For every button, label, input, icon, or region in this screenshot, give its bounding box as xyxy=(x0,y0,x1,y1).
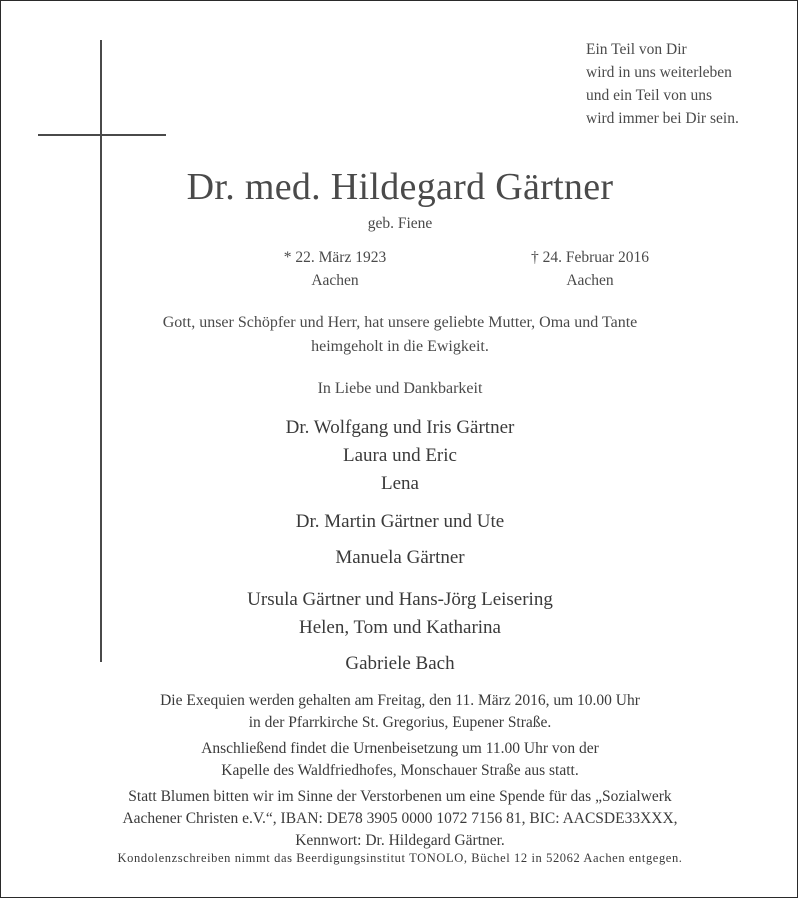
poem-line: wird in uns weiterleben xyxy=(586,64,732,81)
info-line: in der Pfarrkirche St. Gregorius, Eupener Straße. xyxy=(248,714,552,731)
mourner-group xyxy=(100,544,700,572)
info-line: Aachener Christen e.V.“, IBAN: DE78 3905 0000 1072 7156 81, BIC: AACSDE33XXX, xyxy=(122,810,678,827)
info-line: Anschließend findet die Urnenbeisetzung um 11.00 Uhr von der xyxy=(201,740,599,757)
info-line: Kapelle des Waldfriedhofes, Monschauer Straße aus statt. xyxy=(221,762,579,779)
birth-info xyxy=(250,246,420,292)
announcement-text xyxy=(100,311,700,359)
mourner-line: Ursula Gärtner und Hans-Jörg Leisering xyxy=(247,589,553,610)
poem xyxy=(586,38,739,130)
poem-line: Ein Teil von Dir xyxy=(586,41,687,58)
exequien-info xyxy=(0,690,800,734)
death-place: Aachen xyxy=(566,272,614,289)
info-line: Die Exequien werden gehalten am Freitag, den 11. März 2016, um 10.00 Uhr xyxy=(160,692,640,709)
mourner-group xyxy=(100,586,700,642)
mourner-line: Laura und Eric xyxy=(343,445,457,466)
mourner-group xyxy=(100,414,700,498)
mourner-line: Lena xyxy=(381,473,419,494)
announcement-line: Gott, unser Schöpfer und Herr, hat unsere geliebte Mutter, Oma und Tante xyxy=(162,314,638,331)
birth-place: Aachen xyxy=(311,272,359,289)
maiden-name: geb. Fiene xyxy=(367,215,433,232)
mourner-line: Dr. Wolfgang und Iris Gärtner xyxy=(285,417,515,438)
death-date: † 24. Februar 2016 xyxy=(531,249,649,266)
poem-line: und ein Teil von uns xyxy=(586,87,713,104)
cross-horizontal-bar xyxy=(38,134,166,136)
urn-burial-info xyxy=(0,738,800,782)
info-line: Statt Blumen bitten wir im Sinne der Verstorbenen um eine Spende für das „Sozialwerk xyxy=(128,788,672,805)
death-info xyxy=(500,246,680,292)
birth-date: * 22. März 1923 xyxy=(283,249,387,266)
closing-phrase: In Liebe und Dankbarkeit xyxy=(317,380,483,397)
mourner-line: Dr. Martin Gärtner und Ute xyxy=(295,511,505,532)
info-line: Kennwort: Dr. Hildegard Gärtner. xyxy=(295,832,505,849)
mourner-group xyxy=(100,650,700,678)
condolence-info: Kondolenzschreiben nimmt das Beerdigungsinstitut TONOLO, Büchel 12 in 52062 Aachen entgegen. xyxy=(117,851,683,865)
poem-line: wird immer bei Dir sein. xyxy=(586,110,739,127)
mourner-line: Manuela Gärtner xyxy=(335,547,465,568)
deceased-name: Dr. med. Hildegard Gärtner xyxy=(186,166,614,208)
mourner-line: Helen, Tom und Katharina xyxy=(299,617,501,638)
mourner-group xyxy=(100,508,700,536)
announcement-line: heimgeholt in die Ewigkeit. xyxy=(311,338,489,355)
mourner-line: Gabriele Bach xyxy=(345,653,455,674)
donation-info xyxy=(0,786,800,852)
